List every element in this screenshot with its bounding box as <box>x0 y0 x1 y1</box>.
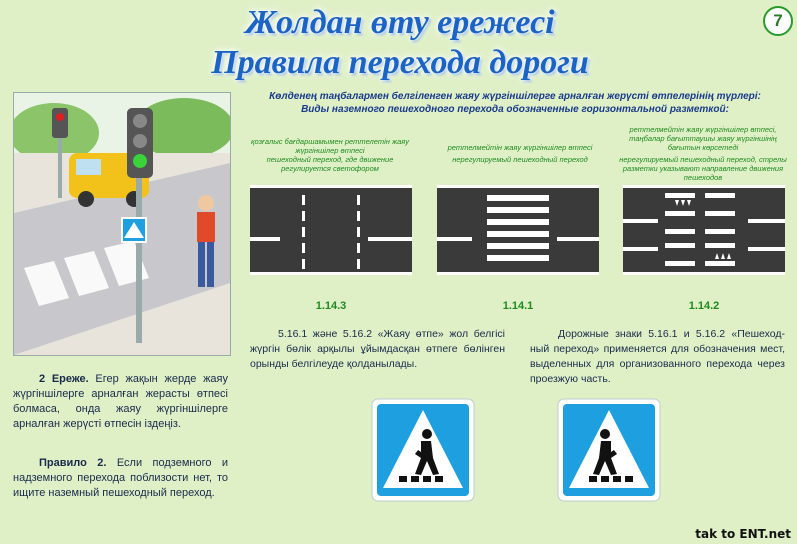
crossing-sign-picture <box>122 218 146 242</box>
caption-2-ru: нерегулируемый пешеходный переход <box>452 155 588 164</box>
signs-text-kz: 5.16.1 және 5.16.2 «Жаяу өтпе» жол белгісі жүргін бөлік арқылы ұйымдасқан өтпеге бөлінген орынды белгілеуде қолданылады. <box>250 328 505 370</box>
pedestrian-crossing-sign-5-16-2 <box>557 398 661 502</box>
caption-1-kz: қозғалыс бағдаршамымен реттелетін жаяу жүргіншілер өтпесі <box>250 137 410 155</box>
code-1-14-1: 1.14.1 <box>502 300 534 312</box>
rule-kz-text: Егер жақын жерде жаяу жүргіншілерге арналған жерасты өтпесі болмаса, онда жаяу жүргіншілерге арналған жерүсті өтпесін іздеңіз. <box>13 373 229 430</box>
caption-3-kz: реттелмейтін жаяу жүргіншілер өтпесі, таңбалар бағыттаушы жаяу жүргіншінің бағытын көрсетеді <box>629 125 777 152</box>
pedestrian-crossing-sign-5-16-1 <box>371 398 475 502</box>
street-illustration <box>13 92 231 356</box>
signs-text-ru: Дорожные знаки 5.16.1 и 5.16.2 «Пешеход-ный переход» применяется для обозначения мест, выделенных для организованного перехода через проезжую часть. <box>530 328 785 385</box>
crossing-scene-picture <box>14 93 230 355</box>
road-marking-1-14-3 <box>250 185 412 275</box>
rule-ru <box>13 456 228 501</box>
rule-kz <box>13 372 228 432</box>
road-marking-1-14-2 <box>623 185 785 275</box>
title-kz: Жолдан өту ережесі <box>245 4 555 41</box>
code-1-14-3: 1.14.3 <box>315 300 347 312</box>
code-1-14-2: 1.14.2 <box>688 300 720 312</box>
caption-3-ru: нерегулируемый пешеходный переход, стрелы разметки указывают направление движения пешеходов <box>619 155 787 182</box>
rule-kz-label: 2 Ереже. <box>39 373 89 385</box>
caption-2-kz: реттелмейтін жаяу жүргіншілер өтпесі <box>447 143 593 152</box>
section-heading-ru: Виды наземного пешеходного перехода обозначенные горизонтальной разметкой: <box>301 104 729 115</box>
page-number: 7 <box>763 6 793 36</box>
rule-ru-text: Если подземного и надземного перехода поблизости нет, то ищите наземный пешеходный переход. <box>13 457 229 499</box>
road-marking-1-14-1 <box>437 185 599 275</box>
rule-ru-label: Правило 2. <box>39 457 107 469</box>
section-heading-kz: Көлденең таңбалармен белгіленген жаяу жүргіншілерге арналған жерүсті өтпелерінің түрлері: <box>269 91 761 102</box>
credit: tak to ENT.net <box>695 527 791 541</box>
caption-1-ru: пешеходный переход, где движение регулируется светофором <box>266 155 394 173</box>
title-ru: Правила перехода дороги <box>211 44 589 81</box>
